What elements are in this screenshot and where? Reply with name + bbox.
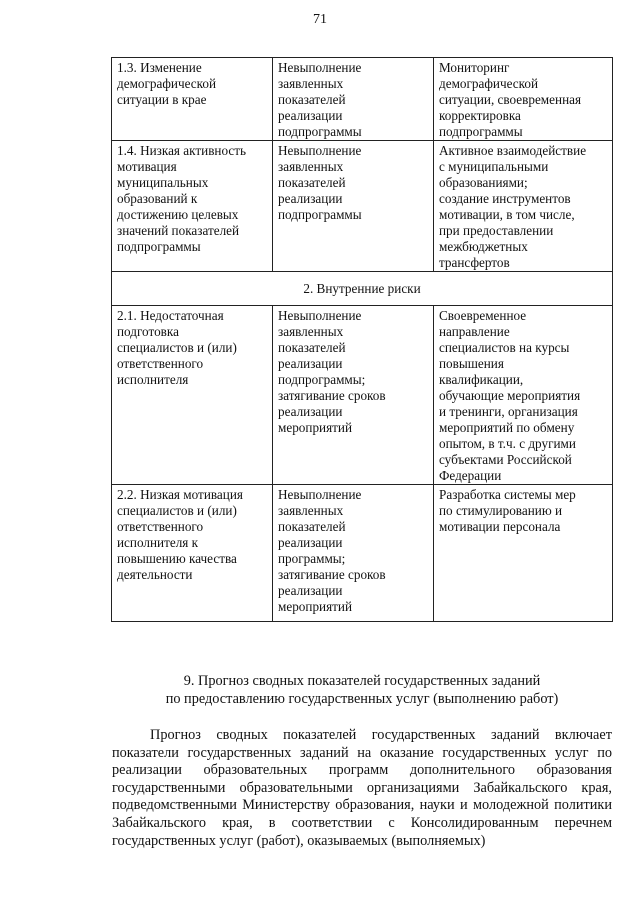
- measures-text: Разработка системы мер по стимулированию и мотивации персонала: [439, 487, 576, 534]
- section-heading: 9. Прогноз сводных показателей государственных заданий по предоставлению государственных услуг (выполнению работ): [165, 673, 559, 707]
- table-row: [112, 58, 613, 141]
- risk-text: 2.1. Недостаточная подготовка специалистов и (или) ответственного исполнителя: [117, 308, 237, 387]
- section-row: [112, 272, 613, 306]
- measures-cell: [434, 141, 613, 272]
- consequence-text: Невыполнение заявленных показателей реализации подпрограммы: [278, 143, 362, 222]
- risk-cell: [112, 141, 273, 272]
- measures-cell: [434, 58, 613, 141]
- consequence-text: Невыполнение заявленных показателей реализации подпрограммы: [278, 60, 362, 139]
- risk-cell: [112, 485, 273, 622]
- table-row: [112, 485, 613, 622]
- risk-text: 1.3. Изменение демографической ситуации в крае: [117, 60, 217, 107]
- risk-text: 2.2. Низкая мотивация специалистов и (или) ответственного исполнителя к повышению качества деятельности: [117, 487, 243, 582]
- measures-text: Мониторинг демографической ситуации, своевременная корректировка подпрограммы: [439, 60, 582, 139]
- consequence-cell: [273, 58, 434, 141]
- table-row: [112, 141, 613, 272]
- measures-text: Своевременное направление специалистов на курсы повышения квалификации, обучающие мероприятия и тренинги, организация мероприятий по обмену опытом, в т.ч. с другими субъектами Российской Федерации: [439, 308, 581, 483]
- section-title: 2. Внутренние риски: [112, 272, 613, 306]
- risk-cell: [112, 306, 273, 485]
- consequence-text: Невыполнение заявленных показателей реализации программы; затягивание сроков реализации мероприятий: [278, 487, 386, 614]
- measures-cell: [434, 485, 613, 622]
- body-paragraph: Прогноз сводных показателей государственных заданий включает показатели государственных заданий на оказание государственных услуг по реализации образовательных программ дополнительного образования государственными образовательными организациями Забайкальского края, подведомственными Министерству образования, науки и молодежной политики Забайкальского края, в соответствии с Консолидированным перечнем государственных услуг (работ), оказываемых (выполняемых): [112, 727, 612, 849]
- risk-cell: [112, 58, 273, 141]
- consequence-cell: [273, 485, 434, 622]
- risk-table: [111, 57, 613, 622]
- consequence-cell: [273, 141, 434, 272]
- risk-text: 1.4. Низкая активность мотивация муниципальных образований к достижению целевых значений показателей подпрограммы: [117, 143, 247, 254]
- page-number: 71: [313, 12, 327, 27]
- measures-cell: [434, 306, 613, 485]
- measures-text: Активное взаимодействие с муниципальными образованиями; создание инструментов мотивации, в том числе, при предоставлении межбюджетных трансфертов: [439, 143, 587, 270]
- consequence-cell: [273, 306, 434, 485]
- table-row: [112, 306, 613, 485]
- consequence-text: Невыполнение заявленных показателей реализации подпрограммы; затягивание сроков реализации мероприятий: [278, 308, 386, 435]
